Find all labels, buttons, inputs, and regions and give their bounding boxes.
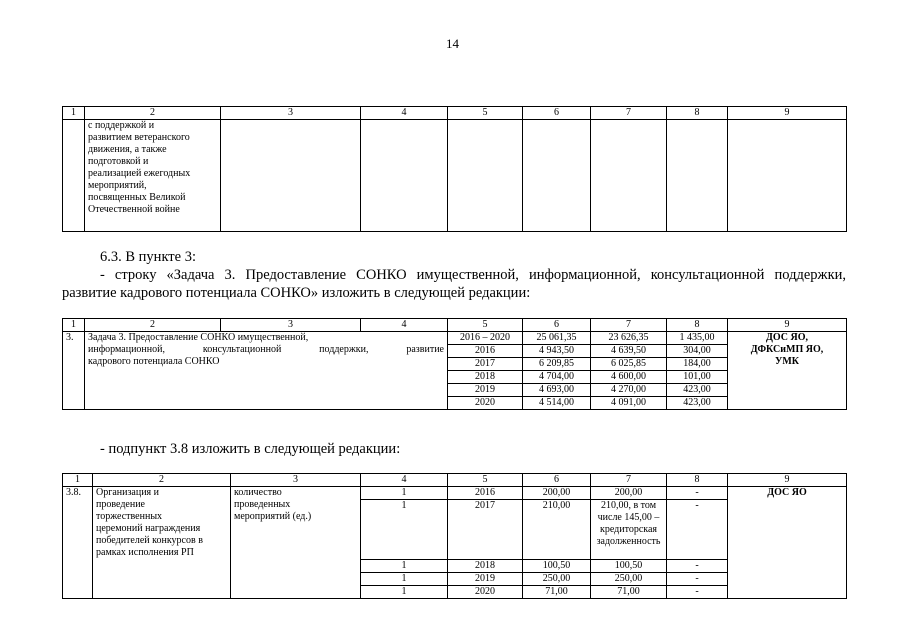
- row-number: 3.8.: [63, 487, 93, 599]
- value-cell: 4 514,00: [523, 397, 591, 410]
- header-cell: 7: [591, 107, 667, 120]
- table-header-row: [63, 474, 847, 487]
- paragraph-6-3: 6.3. В пункте 3:: [100, 249, 196, 265]
- table-task-3: [62, 318, 847, 410]
- event-name: Организация и проведение торжественных церемоний награждения победителей конкурсов в рамках исполнения РП: [93, 487, 231, 599]
- row-text: с поддержкой и развитием ветеранского движения, а также подготовкой и реализацией ежегодных мероприятий, посвященных Великой Отечественной войне: [85, 120, 221, 232]
- value-cell: 71,00: [591, 586, 667, 599]
- header-cell: 5: [448, 107, 523, 120]
- value-cell: 100,50: [591, 560, 667, 573]
- header-cell: 9: [728, 474, 847, 487]
- paragraph-line-2: развитие кадрового потенциала СОНКО» изложить в следующей редакции:: [62, 285, 531, 301]
- header-cell: 9: [728, 107, 847, 120]
- table-row: [63, 332, 847, 345]
- value-cell: 4 704,00: [523, 371, 591, 384]
- year-cell: 2016 – 2020: [448, 332, 523, 345]
- value-cell: 1 435,00: [667, 332, 728, 345]
- value-cell: 200,00: [523, 487, 591, 500]
- page-number: 14: [446, 36, 459, 51]
- year-cell: 2018: [448, 560, 523, 573]
- value-cell: 250,00: [591, 573, 667, 586]
- value-cell: 6 025,85: [591, 358, 667, 371]
- header-cell: 3: [221, 107, 361, 120]
- year-cell: 2017: [448, 358, 523, 371]
- header-cell: 7: [591, 474, 667, 487]
- year-cell: 2020: [448, 586, 523, 599]
- executors: ДОС ЯО, ДФКСиМП ЯО, УМК: [728, 332, 847, 410]
- value-cell: 184,00: [667, 358, 728, 371]
- year-cell: 2016: [448, 345, 523, 358]
- header-cell: 4: [361, 107, 448, 120]
- value-cell: 304,00: [667, 345, 728, 358]
- header-cell: 7: [591, 319, 667, 332]
- row-number: 3.: [63, 332, 85, 410]
- value-cell: 1: [361, 500, 448, 560]
- value-cell: 4 943,50: [523, 345, 591, 358]
- value-cell: 23 626,35: [591, 332, 667, 345]
- year-cell: 2017: [448, 500, 523, 560]
- header-cell: 6: [523, 474, 591, 487]
- header-cell: 3: [231, 474, 361, 487]
- value-cell: 4 639,50: [591, 345, 667, 358]
- value-cell: 210,00: [523, 500, 591, 560]
- header-cell: 6: [523, 319, 591, 332]
- header-cell: 4: [361, 474, 448, 487]
- value-cell: -: [667, 586, 728, 599]
- header-cell: 6: [523, 107, 591, 120]
- year-cell: 2016: [448, 487, 523, 500]
- value-cell: 4 693,00: [523, 384, 591, 397]
- header-cell: 2: [93, 474, 231, 487]
- header-cell: 5: [448, 474, 523, 487]
- task-description: Задача 3. Предоставление СОНКО имущественной, информационной, консультационной поддержки, развитие кадрового потенциала СОНКО: [85, 332, 448, 410]
- header-cell: 1: [63, 319, 85, 332]
- value-cell: 423,00: [667, 384, 728, 397]
- table-continuation: [62, 106, 847, 232]
- executor: ДОС ЯО: [728, 487, 847, 599]
- header-cell: 9: [728, 319, 847, 332]
- header-cell: 3: [221, 319, 361, 332]
- table-row: [63, 487, 847, 500]
- value-cell: -: [667, 560, 728, 573]
- value-cell: 25 061,35: [523, 332, 591, 345]
- header-cell: 8: [667, 319, 728, 332]
- value-cell: 71,00: [523, 586, 591, 599]
- value-cell: -: [667, 500, 728, 560]
- value-cell: 1: [361, 586, 448, 599]
- value-cell: 4 270,00: [591, 384, 667, 397]
- value-cell: 100,50: [523, 560, 591, 573]
- indicator: количество проведенных мероприятий (ед.): [231, 487, 361, 599]
- year-cell: 2019: [448, 573, 523, 586]
- value-cell: 1: [361, 573, 448, 586]
- value-cell: 423,00: [667, 397, 728, 410]
- value-cell: 6 209,85: [523, 358, 591, 371]
- header-cell: 2: [85, 319, 221, 332]
- header-cell: 8: [667, 107, 728, 120]
- value-cell: 4 600,00: [591, 371, 667, 384]
- paragraph-subpoint: - подпункт 3.8 изложить в следующей редакции:: [100, 441, 401, 457]
- paragraph-line-1: - строку «Задача 3. Предоставление СОНКО имущественной, информационной, консультационной поддержки,: [100, 267, 846, 283]
- value-cell: -: [667, 487, 728, 500]
- year-cell: 2020: [448, 397, 523, 410]
- value-cell: 250,00: [523, 573, 591, 586]
- header-cell: 4: [361, 319, 448, 332]
- table-header-row: [63, 319, 847, 332]
- value-cell: -: [667, 573, 728, 586]
- value-cell: 200,00: [591, 487, 667, 500]
- header-cell: 8: [667, 474, 728, 487]
- header-cell: 1: [63, 107, 85, 120]
- table-subpoint-3-8: [62, 473, 847, 599]
- value-cell: 4 091,00: [591, 397, 667, 410]
- value-cell: 1: [361, 560, 448, 573]
- value-cell: 210,00, в том числе 145,00 – кредиторская задолженность: [591, 500, 667, 560]
- value-cell: 1: [361, 487, 448, 500]
- header-cell: 5: [448, 319, 523, 332]
- table-header-row: [63, 107, 847, 120]
- table-row: [63, 120, 847, 232]
- header-cell: 1: [63, 474, 93, 487]
- year-cell: 2018: [448, 371, 523, 384]
- value-cell: 101,00: [667, 371, 728, 384]
- header-cell: 2: [85, 107, 221, 120]
- year-cell: 2019: [448, 384, 523, 397]
